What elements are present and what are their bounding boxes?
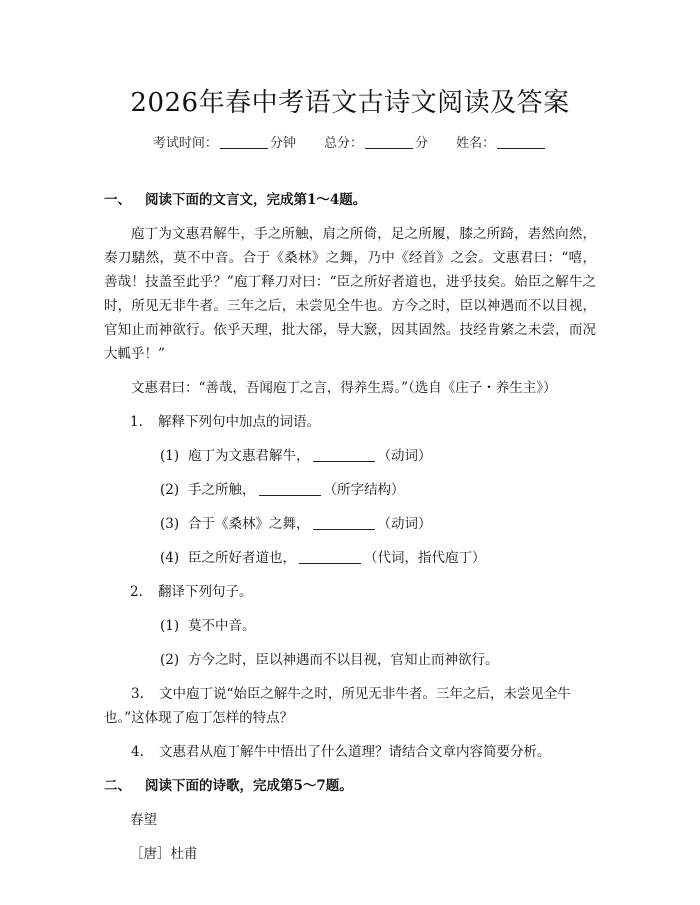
item-number: (2) bbox=[160, 652, 180, 668]
item-hint: （所字结构） bbox=[323, 482, 405, 498]
question-1-item-2 bbox=[160, 478, 596, 502]
section-1-number: 一、 bbox=[104, 192, 131, 208]
item-text: 臣之所好者道也， bbox=[188, 550, 296, 566]
section-2-title: 阅读下面的诗歌，完成第5～7题。 bbox=[145, 778, 353, 794]
item-number: (2) bbox=[160, 482, 180, 498]
answer-blank[interactable] bbox=[313, 461, 375, 462]
time-unit: 分钟 bbox=[269, 136, 296, 151]
item-text: 方今之时，臣以神遇而不以目视，官知止而神欲行。 bbox=[188, 652, 499, 668]
item-text: 莫不中音。 bbox=[188, 618, 256, 634]
item-number: (1) bbox=[160, 448, 180, 464]
question-4 bbox=[104, 740, 596, 764]
question-2 bbox=[130, 580, 596, 604]
exam-content bbox=[104, 188, 596, 876]
item-number: (3) bbox=[160, 516, 180, 532]
question-3 bbox=[104, 682, 596, 730]
section-2-heading bbox=[104, 774, 596, 798]
item-text: 手之所触， bbox=[188, 482, 256, 498]
passage-paragraph-1: 庖丁为文惠君解牛，手之所触，肩之所倚，足之所履，膝之所踦，砉然向然，奏刀騞然，莫不中音。合于《桑林》之舞，乃中《经首》之会。文惠君曰：“嘻，善哉！技盖至此乎？”庖丁释刀对曰：“臣之所好者道也，进乎技矣。始臣之解牛之时，所见无非牛者。三年之后，未尝见全牛也。方今之时，臣以神遇而不以目视，官知止而神欲行。依乎天理，批大郤，导大窾，因其固然。技经肯綮之未尝，而况大軱乎！” bbox=[104, 226, 596, 362]
answer-blank[interactable] bbox=[313, 529, 375, 530]
question-1-item-3 bbox=[160, 512, 596, 536]
time-field bbox=[153, 136, 296, 151]
question-3-text: 文中庖丁说“始臣之解牛之时，所见无非牛者。三年之后，未尝见全牛也。”这体现了庖丁怎样的特点？ bbox=[104, 686, 571, 726]
question-4-number: 4. bbox=[131, 744, 144, 760]
answer-blank[interactable] bbox=[299, 563, 361, 564]
name-blank bbox=[497, 148, 545, 149]
question-3-number: 3. bbox=[131, 686, 144, 702]
section-2-number: 二、 bbox=[104, 778, 131, 794]
item-number: (1) bbox=[160, 618, 180, 634]
item-text: 合于《桑林》之舞， bbox=[188, 516, 310, 532]
exam-meta bbox=[0, 132, 700, 151]
name-label: 姓名： bbox=[456, 136, 496, 151]
question-1-number: 1. bbox=[130, 414, 143, 430]
score-blank bbox=[365, 148, 413, 149]
time-blank bbox=[220, 148, 268, 149]
item-hint: （代词，指代庖丁） bbox=[364, 550, 486, 566]
answer-blank[interactable] bbox=[259, 495, 321, 496]
item-hint: （动词） bbox=[377, 448, 432, 464]
question-2-number: 2. bbox=[130, 584, 143, 600]
time-label: 考试时间： bbox=[152, 136, 218, 151]
poem-title: 春望 bbox=[130, 812, 157, 828]
question-4-text: 文惠君从庖丁解牛中悟出了什么道理？请结合文章内容简要分析。 bbox=[159, 744, 551, 760]
section-1-title: 阅读下面的文言文，完成第1～4题。 bbox=[145, 192, 367, 208]
name-field bbox=[456, 136, 547, 151]
section-1-heading bbox=[104, 188, 596, 212]
question-1-item-4 bbox=[160, 546, 596, 570]
score-field bbox=[324, 136, 428, 151]
page-title: 2026年春中考语文古诗文阅读及答案 bbox=[130, 88, 570, 118]
item-text: 庖丁为文惠君解牛， bbox=[188, 448, 310, 464]
question-2-item-2 bbox=[160, 648, 596, 672]
score-label: 总分： bbox=[323, 136, 363, 151]
item-hint: （动词） bbox=[377, 516, 432, 532]
question-1 bbox=[130, 410, 596, 434]
question-2-item-1 bbox=[160, 614, 596, 638]
score-unit: 分 bbox=[415, 136, 429, 151]
question-1-text: 解释下列句中加点的词语。 bbox=[158, 414, 320, 430]
question-2-text: 翻译下列句子。 bbox=[158, 584, 253, 600]
question-1-item-1 bbox=[160, 444, 596, 468]
item-number: (4) bbox=[160, 550, 180, 566]
poem-author: ［唐］杜甫 bbox=[130, 846, 198, 862]
passage-paragraph-2: 文惠君曰：“善哉，吾闻庖丁之言，得养生焉。”（选自《庄子・养生主》） bbox=[131, 380, 557, 396]
